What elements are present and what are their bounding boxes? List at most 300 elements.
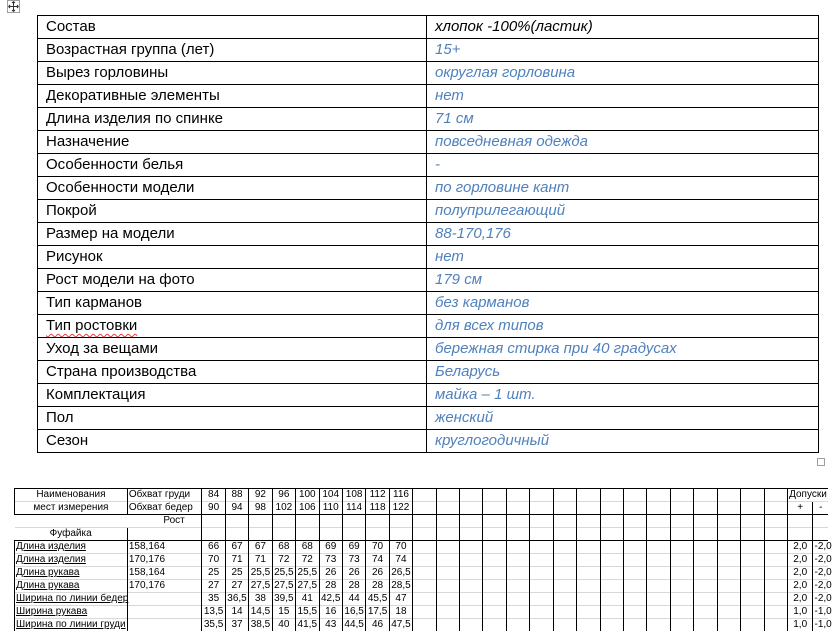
empty-cell: [460, 528, 483, 541]
property-name[interactable]: [38, 177, 427, 200]
property-value[interactable]: без карманов: [427, 292, 819, 315]
hips-size-value: 102: [272, 502, 295, 515]
property-row: [38, 131, 819, 154]
empty-cell: [530, 619, 553, 632]
size-value: 16,5: [344, 606, 364, 617]
property-name-text: Рост модели на фото: [46, 271, 195, 288]
empty-cell: [764, 554, 787, 567]
measurement-name: Ширина по линии груди: [16, 619, 126, 630]
property-name-text: Уход за вещами: [46, 340, 159, 357]
empty-cell: [787, 515, 813, 528]
empty-cell: [623, 619, 646, 632]
empty-cell: [249, 515, 272, 528]
property-name-text: Тип карманов: [46, 294, 142, 311]
property-name[interactable]: [38, 361, 427, 384]
empty-cell: [694, 541, 717, 554]
empty-cell: [460, 502, 483, 515]
empty-cell: [436, 619, 459, 632]
size-value: 14,5: [250, 606, 271, 617]
size-table-row: [15, 580, 829, 593]
empty-cell: [530, 489, 553, 502]
size-value: 16: [319, 606, 342, 619]
empty-cell: [413, 528, 436, 541]
size-value: 69: [319, 541, 342, 554]
size-value: 41,5: [297, 619, 318, 630]
empty-cell: [694, 528, 717, 541]
empty-cell: [717, 567, 740, 580]
hips-label: Обхват бедер: [127, 502, 202, 515]
tolerance-plus-value: 2,0: [787, 541, 813, 554]
empty-cell: [600, 580, 623, 593]
property-row: [38, 315, 819, 338]
empty-cell: [623, 502, 646, 515]
empty-cell: [647, 502, 670, 515]
size-value: 28: [342, 580, 365, 593]
empty-cell: [577, 528, 600, 541]
empty-cell: [506, 554, 529, 567]
empty-cell: [717, 489, 740, 502]
table-resize-handle-icon[interactable]: [817, 458, 825, 466]
empty-cell: [530, 515, 553, 528]
property-name[interactable]: [38, 154, 427, 177]
empty-cell: [600, 606, 623, 619]
empty-cell: [741, 554, 764, 567]
size-value: 70: [202, 554, 225, 567]
property-value[interactable]: нет: [427, 85, 819, 108]
property-name-text: Рисунок: [46, 248, 103, 265]
property-value[interactable]: нет: [427, 246, 819, 269]
size-value: 70: [389, 541, 412, 554]
empty-cell: [460, 606, 483, 619]
empty-cell: [647, 606, 670, 619]
tolerance-plus-value: 2,0: [787, 567, 813, 580]
empty-cell: [670, 606, 693, 619]
property-row: [38, 338, 819, 361]
empty-cell: [483, 554, 506, 567]
empty-cell: [694, 606, 717, 619]
empty-cell: [413, 567, 436, 580]
empty-cell: [670, 567, 693, 580]
size-value: 27: [225, 580, 248, 593]
empty-cell: [530, 502, 553, 515]
size-chart-table: [14, 488, 832, 631]
empty-cell: [813, 528, 828, 541]
property-name-text: Покрой: [46, 202, 97, 219]
empty-cell: [647, 580, 670, 593]
size-value: 42,5: [320, 593, 341, 604]
property-value[interactable]: округлая горловина: [427, 62, 819, 85]
empty-cell: [413, 593, 436, 606]
property-value[interactable]: майка – 1 шт.: [427, 384, 819, 407]
empty-cell: [717, 606, 740, 619]
size-value: 35,5: [203, 619, 224, 630]
property-value[interactable]: 88-170,176: [427, 223, 819, 246]
empty-cell: [741, 541, 764, 554]
empty-cell: [202, 515, 225, 528]
empty-cell: [436, 515, 459, 528]
empty-cell: [506, 619, 529, 632]
empty-cell: [764, 541, 787, 554]
empty-cell: [436, 528, 459, 541]
height-value: 158,164: [127, 567, 202, 580]
property-name-text: Пол: [46, 409, 74, 426]
empty-cell: [460, 554, 483, 567]
empty-cell: [577, 606, 600, 619]
property-name[interactable]: [38, 430, 427, 453]
empty-cell: [553, 528, 576, 541]
measurement-name: Длина изделия: [15, 541, 128, 554]
empty-cell: [506, 580, 529, 593]
size-value: 74: [389, 554, 412, 567]
property-value[interactable]: женский: [427, 407, 819, 430]
chest-size-value: 112: [366, 489, 389, 502]
size-table-row: [15, 541, 829, 554]
empty-cell: [460, 515, 483, 528]
property-name-text: Особенности модели: [46, 179, 195, 196]
tolerance-plus-value: 2,0: [787, 554, 813, 567]
empty-cell: [436, 502, 459, 515]
measurement-name: Длина рукава: [15, 567, 128, 580]
hips-size-value: 106: [296, 502, 319, 515]
empty-cell: [741, 619, 764, 632]
chest-size-value: 92: [249, 489, 272, 502]
size-value: 70: [366, 541, 389, 554]
empty-cell: [319, 528, 342, 541]
height-value: 170,176: [127, 580, 202, 593]
empty-cell: [577, 593, 600, 606]
empty-cell: [694, 502, 717, 515]
size-value: 36,5: [227, 593, 247, 604]
tolerance-minus-value: -2,0: [814, 541, 832, 552]
empty-cell: [553, 541, 576, 554]
empty-cell: [460, 567, 483, 580]
property-name[interactable]: [38, 62, 427, 85]
property-name[interactable]: [38, 85, 427, 108]
empty-cell: [577, 515, 600, 528]
empty-cell: [647, 593, 670, 606]
property-value[interactable]: 179 см: [427, 269, 819, 292]
property-value[interactable]: 71 см: [427, 108, 819, 131]
hips-size-value: 90: [202, 502, 225, 515]
empty-cell: [670, 489, 693, 502]
property-name-text: Комплектация: [46, 386, 146, 403]
empty-cell: [741, 528, 764, 541]
hips-size-value: 98: [249, 502, 272, 515]
empty-cell: [647, 554, 670, 567]
tolerance-minus-value: -2,0: [814, 580, 832, 591]
property-row: [38, 269, 819, 292]
size-value: 47: [389, 593, 412, 606]
size-value: 26: [366, 567, 389, 580]
empty-cell: [530, 541, 553, 554]
property-value[interactable]: для всех типов: [427, 315, 819, 338]
size-table-row: [15, 567, 829, 580]
empty-cell: [413, 541, 436, 554]
empty-cell: [296, 515, 319, 528]
property-row: [38, 223, 819, 246]
empty-cell: [694, 554, 717, 567]
empty-cell: [741, 567, 764, 580]
empty-cell: [717, 593, 740, 606]
empty-cell: [600, 502, 623, 515]
property-value[interactable]: полуприлегающий: [427, 200, 819, 223]
empty-cell: [272, 528, 295, 541]
empty-cell: [506, 502, 529, 515]
empty-cell: [413, 502, 436, 515]
height-value: [127, 593, 202, 606]
size-value: 68: [296, 541, 319, 554]
empty-cell: [483, 515, 506, 528]
size-value: 27,5: [274, 580, 294, 591]
property-value[interactable]: -: [427, 154, 819, 177]
tolerance-minus-value: -2,0: [814, 567, 832, 578]
chest-size-value: 100: [296, 489, 319, 502]
size-value: 44: [342, 593, 365, 606]
property-name-text: Состав: [46, 18, 96, 35]
empty-cell: [694, 619, 717, 632]
property-name[interactable]: [38, 223, 427, 246]
empty-cell: [764, 619, 787, 632]
property-row: [38, 407, 819, 430]
blank-cell: [15, 515, 128, 528]
empty-cell: [670, 593, 693, 606]
size-value: 26,5: [391, 567, 411, 578]
empty-cell: [413, 515, 436, 528]
property-name[interactable]: [38, 292, 427, 315]
empty-cell: [764, 567, 787, 580]
size-value: 27,5: [297, 580, 318, 591]
empty-cell: [741, 515, 764, 528]
size-value: 27,5: [250, 580, 271, 591]
size-value: 67: [249, 541, 272, 554]
size-value: 73: [319, 554, 342, 567]
size-value: 35: [202, 593, 225, 606]
product-label: Фуфайка: [15, 528, 128, 541]
property-name[interactable]: [38, 246, 427, 269]
property-row: [38, 384, 819, 407]
empty-cell: [577, 619, 600, 632]
empty-cell: [553, 567, 576, 580]
empty-cell: [694, 567, 717, 580]
size-value: 15,5: [297, 606, 318, 617]
chest-size-value: 104: [319, 489, 342, 502]
size-value: 28: [319, 580, 342, 593]
empty-cell: [600, 567, 623, 580]
empty-cell: [623, 489, 646, 502]
empty-cell: [553, 619, 576, 632]
empty-cell: [436, 567, 459, 580]
property-row: [38, 246, 819, 269]
property-row: [38, 16, 819, 39]
size-value: 38,5: [250, 619, 271, 630]
property-value[interactable]: бережная стирка при 40 градусах: [427, 338, 819, 361]
empty-cell: [764, 580, 787, 593]
size-value: 68: [272, 541, 295, 554]
property-name[interactable]: [38, 269, 427, 292]
property-name[interactable]: [38, 338, 427, 361]
empty-cell: [670, 541, 693, 554]
tolerance-plus-value: 2,0: [787, 580, 813, 593]
empty-cell: [342, 515, 365, 528]
empty-cell: [553, 593, 576, 606]
empty-cell: [623, 606, 646, 619]
empty-cell: [600, 528, 623, 541]
property-name[interactable]: [38, 108, 427, 131]
empty-cell: [600, 515, 623, 528]
size-value: 27: [202, 580, 225, 593]
property-name-text: Тип ростовки: [46, 317, 138, 334]
property-name-text: Страна производства: [46, 363, 197, 380]
empty-cell: [694, 593, 717, 606]
size-value: 25: [225, 567, 248, 580]
property-row: [38, 430, 819, 453]
empty-cell: [600, 593, 623, 606]
height-value: 170,176: [127, 554, 202, 567]
size-value: 66: [202, 541, 225, 554]
property-row: [38, 200, 819, 223]
empty-cell: [717, 515, 740, 528]
empty-cell: [272, 515, 295, 528]
size-value: 71: [225, 554, 248, 567]
empty-cell: [600, 554, 623, 567]
tolerance-plus: +: [787, 502, 813, 515]
size-value: 71: [249, 554, 272, 567]
empty-cell: [577, 554, 600, 567]
property-value[interactable]: круглогодичный: [427, 430, 819, 453]
hips-size-value: 122: [389, 502, 412, 515]
property-value[interactable]: хлопок -100%(ластик): [427, 16, 819, 39]
property-name-text: Особенности белья: [46, 156, 184, 173]
empty-cell: [530, 580, 553, 593]
empty-cell: [764, 489, 787, 502]
height-value: 158,164: [127, 541, 202, 554]
empty-cell: [717, 502, 740, 515]
empty-cell: [413, 606, 436, 619]
empty-cell: [553, 502, 576, 515]
empty-cell: [483, 619, 506, 632]
empty-cell: [600, 619, 623, 632]
empty-cell: [670, 502, 693, 515]
empty-cell: [553, 580, 576, 593]
empty-cell: [436, 541, 459, 554]
empty-cell: [506, 528, 529, 541]
size-value: 43: [319, 619, 342, 632]
empty-cell: [506, 489, 529, 502]
empty-cell: [553, 489, 576, 502]
empty-cell: [506, 606, 529, 619]
size-table-row: [15, 489, 829, 502]
empty-cell: [694, 515, 717, 528]
empty-cell: [623, 541, 646, 554]
empty-cell: [202, 528, 225, 541]
empty-cell: [764, 528, 787, 541]
property-name[interactable]: [38, 16, 427, 39]
empty-cell: [127, 528, 202, 541]
empty-cell: [717, 619, 740, 632]
empty-cell: [647, 619, 670, 632]
chest-size-value: 88: [225, 489, 248, 502]
size-value: 13,5: [203, 606, 224, 617]
empty-cell: [483, 489, 506, 502]
empty-cell: [717, 541, 740, 554]
property-value[interactable]: по горловине кант: [427, 177, 819, 200]
table-move-handle-icon[interactable]: [7, 0, 20, 13]
property-name[interactable]: [38, 39, 427, 62]
empty-cell: [483, 593, 506, 606]
size-value: 15: [272, 606, 295, 619]
empty-cell: [389, 515, 412, 528]
empty-cell: [741, 606, 764, 619]
property-value[interactable]: Беларусь: [427, 361, 819, 384]
size-table-row: [15, 619, 829, 632]
hips-size-value: 118: [366, 502, 389, 515]
property-name[interactable]: [38, 131, 427, 154]
tolerance-minus-value: -1,0: [814, 619, 832, 630]
empty-cell: [366, 528, 389, 541]
chest-size-value: 84: [202, 489, 225, 502]
size-value: 26: [319, 567, 342, 580]
empty-cell: [506, 567, 529, 580]
property-name-text: Вырез горловины: [46, 64, 169, 81]
property-row: [38, 361, 819, 384]
property-name[interactable]: [38, 200, 427, 223]
empty-cell: [483, 528, 506, 541]
empty-cell: [460, 541, 483, 554]
empty-cell: [577, 541, 600, 554]
empty-cell: [670, 619, 693, 632]
empty-cell: [436, 554, 459, 567]
property-row: [38, 62, 819, 85]
empty-cell: [413, 554, 436, 567]
empty-cell: [225, 515, 248, 528]
empty-cell: [577, 580, 600, 593]
size-value: 72: [272, 554, 295, 567]
empty-cell: [319, 515, 342, 528]
property-value[interactable]: 15+: [427, 39, 819, 62]
size-value: 67: [225, 541, 248, 554]
empty-cell: [413, 580, 436, 593]
property-row: [38, 85, 819, 108]
product-properties-table: [37, 15, 819, 453]
empty-cell: [506, 541, 529, 554]
empty-cell: [530, 593, 553, 606]
property-row: [38, 177, 819, 200]
empty-cell: [296, 528, 319, 541]
empty-cell: [506, 593, 529, 606]
name-header: Наименования: [15, 489, 128, 502]
empty-cell: [764, 593, 787, 606]
property-value[interactable]: повседневная одежда: [427, 131, 819, 154]
property-name[interactable]: [38, 407, 427, 430]
property-name[interactable]: [38, 384, 427, 407]
tolerance-plus-value: 1,0: [787, 606, 813, 619]
measurement-name: Ширина рукава: [15, 606, 128, 619]
empty-cell: [787, 528, 813, 541]
size-value: 40: [272, 619, 295, 632]
empty-cell: [623, 515, 646, 528]
empty-cell: [460, 489, 483, 502]
size-value: 25,5: [250, 567, 271, 578]
property-name[interactable]: [38, 315, 427, 338]
size-value: 26: [342, 567, 365, 580]
tolerance-plus-value: 1,0: [787, 619, 813, 632]
empty-cell: [813, 515, 828, 528]
size-value: 25,5: [274, 567, 294, 578]
empty-cell: [483, 502, 506, 515]
height-label: Рост: [127, 515, 202, 528]
empty-cell: [413, 489, 436, 502]
empty-cell: [741, 502, 764, 515]
